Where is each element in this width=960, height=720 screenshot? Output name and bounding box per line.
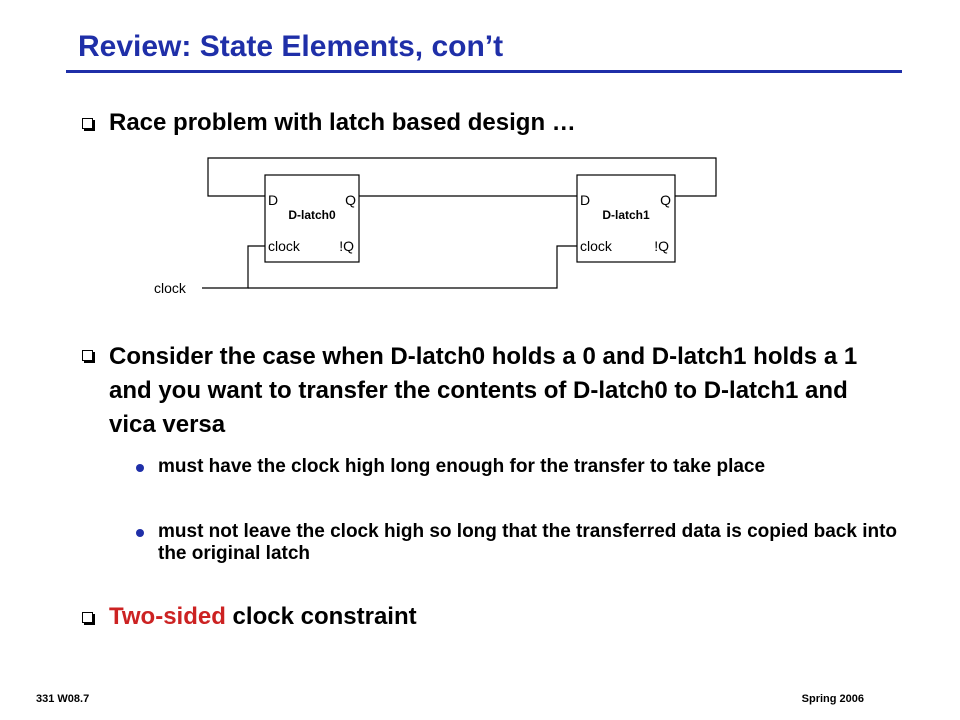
latch0-name: D-latch0 (288, 208, 336, 222)
latch0-nq-label: !Q (339, 238, 354, 254)
title-underline (66, 70, 902, 73)
sub-bullet-not-too-long (136, 521, 903, 565)
bullet-text: Consider the case when D-latch0 holds a 0 and D-latch1 holds a 1 and you want to transfer the contents of D-latch0 to D-latch1 and vica versa (109, 343, 858, 438)
latch1-q-label: Q (660, 192, 671, 208)
two-sided-highlight: Two-sided (109, 603, 226, 630)
constraint-text: clock constraint (225, 603, 417, 630)
bullet-text: Race problem with latch based design … (109, 109, 576, 136)
latch1-clock-label: clock (580, 238, 612, 254)
latch1-nq-label: !Q (654, 238, 669, 254)
latch-race-diagram (140, 150, 740, 310)
sub-bullet-text: must have the clock high long enough for the transfer to take place (158, 456, 766, 477)
sub-bullet-clock-long-enough (136, 456, 903, 478)
footer-term: Spring 2006 (801, 693, 864, 705)
wire-clock-to-latch0 (202, 246, 265, 288)
bullet-two-sided (82, 602, 879, 632)
square-bullet-icon (82, 612, 93, 623)
slide-title: Review: State Elements, con’t (78, 30, 504, 63)
bullet-consider-case (82, 340, 869, 442)
footer-course-id: 331 W08.7 (36, 693, 90, 705)
round-bullet-icon (136, 529, 144, 537)
round-bullet-icon (136, 464, 144, 472)
latch0-d-label: D (268, 192, 279, 208)
latch0-clock-label: clock (268, 238, 300, 254)
latch1-name: D-latch1 (602, 208, 650, 222)
square-bullet-icon (82, 350, 93, 361)
bullet-race-problem (82, 108, 879, 138)
clock-input-label: clock (154, 280, 186, 296)
bullet-text (109, 602, 879, 632)
latch0-q-label: Q (345, 192, 356, 208)
square-bullet-icon (82, 118, 93, 129)
latch1-d-label: D (580, 192, 591, 208)
sub-bullet-text: must not leave the clock high so long that the transferred data is copied back into the original latch (158, 521, 898, 564)
wire-q1-feedback-to-d0 (208, 158, 716, 196)
